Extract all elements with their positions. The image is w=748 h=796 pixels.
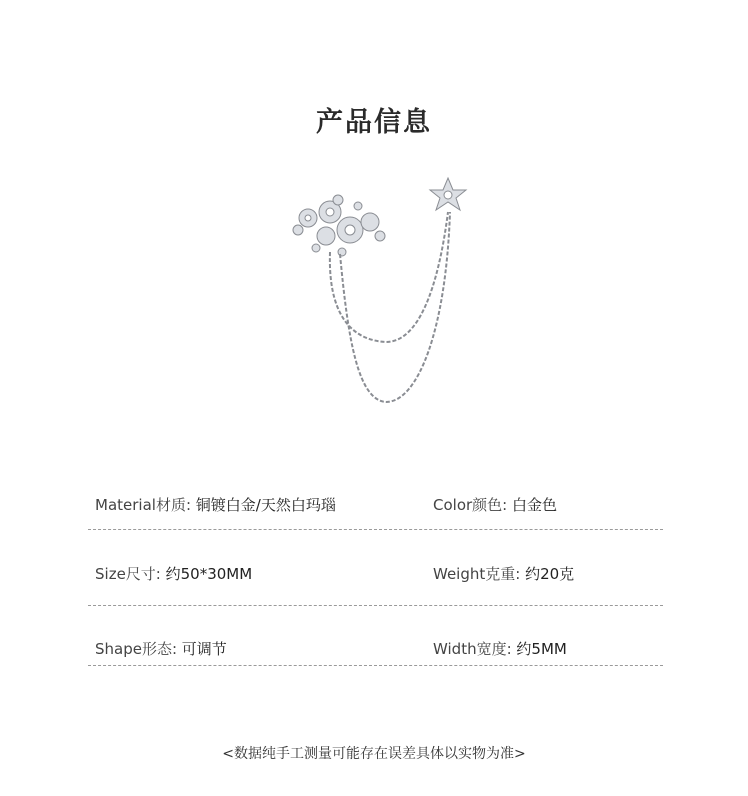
spec-label: Color颜色: — [433, 496, 512, 514]
measurement-disclaimer: <数据纯手工测量可能存在误差具体以实物为准> — [222, 746, 526, 762]
spec-label: Weight克重: — [433, 565, 526, 583]
star-connector — [430, 178, 466, 210]
page-title: 产品信息 — [316, 107, 432, 138]
divider — [88, 529, 663, 530]
divider — [88, 665, 663, 666]
spec-value: 约50*30MM — [165, 565, 253, 583]
shape-spec — [95, 638, 227, 659]
product-image — [278, 170, 488, 420]
material-spec — [95, 494, 336, 515]
spec-label: Material材质: — [95, 496, 196, 514]
divider — [88, 605, 663, 606]
spec-label: Size尺寸: — [95, 565, 166, 583]
spec-label: Shape形态: — [95, 640, 182, 658]
spec-value: 约20克 — [525, 565, 575, 583]
spec-value: 可调节 — [181, 640, 227, 658]
weight-spec — [433, 563, 574, 584]
size-spec — [95, 563, 252, 584]
spec-label: Width宽度: — [433, 640, 517, 658]
spec-value: 白金色 — [512, 496, 558, 514]
spec-value: 约5MM — [516, 640, 567, 658]
spec-value: 铜镀白金/天然白玛瑙 — [195, 496, 336, 514]
width-spec — [433, 638, 567, 659]
spec-row — [88, 563, 663, 623]
color-spec — [433, 494, 557, 515]
floral-cluster — [293, 195, 385, 256]
brooch-illustration — [278, 170, 488, 420]
spec-row — [88, 494, 663, 554]
spec-row — [88, 638, 663, 698]
